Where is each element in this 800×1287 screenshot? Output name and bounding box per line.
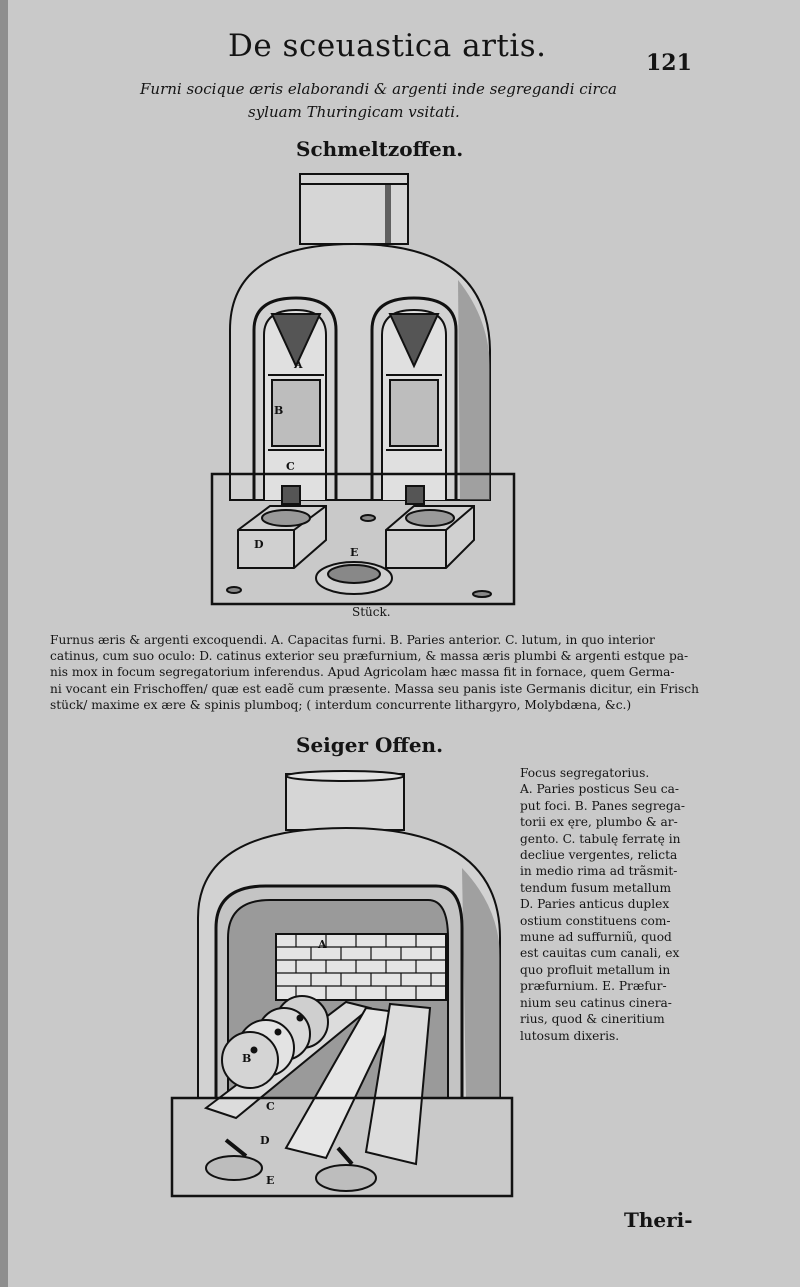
hearth-description-line: quo profluit metallum in: [520, 962, 671, 977]
furnace-description: [50, 632, 699, 713]
figure-1-label-b: B: [274, 404, 284, 417]
figure-2-label-a: A: [318, 938, 327, 951]
liquation-hearth-woodcut: [166, 768, 516, 1200]
hearth-description-line: put foci. B. Panes segrega-: [520, 798, 686, 813]
hearth-description-line: est cauitas cum canali, ex: [520, 946, 680, 961]
hearth-description-line: nium seu catinus cinera-: [520, 995, 672, 1010]
figure-1-caption: Stück.: [352, 605, 391, 619]
figure-2-label-d: D: [260, 1134, 270, 1147]
subtitle-line-2: syluam Thuringicam vsitati.: [248, 103, 460, 121]
figure-2-label-c: C: [266, 1100, 275, 1113]
figure-1-label-d: D: [254, 538, 264, 551]
figure-2-title: Seiger Offen.: [296, 733, 444, 757]
hearth-description: [520, 765, 690, 1044]
hearth-description-line: torii ex ęre, plumbo & ar-: [520, 815, 678, 830]
hearth-description-line: lutosum dixeris.: [520, 1028, 620, 1043]
furnace-description-line: catinus, cum suo oculo: D. catinus exterior seu præfurnium, & massa æris plumbi & argenti estque pa-: [50, 649, 689, 664]
figure-2-label-e: E: [266, 1174, 275, 1187]
smelting-furnace-woodcut: [208, 170, 518, 610]
hearth-description-line: gento. C. tabulę ferratę in: [520, 831, 681, 846]
furnace-description-line: nis mox in focum segregatorium inferendus. Apud Agricolam hæc massa fit in fornace, quem Germa-: [50, 665, 675, 680]
running-head: De sceuastica artis.: [228, 28, 547, 64]
figure-2-label-b: B: [242, 1052, 252, 1065]
hearth-description-line: Focus segregatorius.: [520, 766, 650, 780]
figure-1-label-c: C: [286, 460, 295, 473]
hearth-description-line: in medio rima ad trãsmit-: [520, 864, 678, 879]
hearth-description-line: decliue vergentes, relicta: [520, 848, 678, 863]
hearth-description-line: præfurnium. E. Præfur-: [520, 979, 667, 994]
catchword: Theri-: [624, 1208, 693, 1232]
figure-1-title: Schmeltzoffen.: [296, 137, 464, 161]
furnace-description-line: Furnus æris & argenti excoquendi. A. Capacitas furni. B. Paries anterior. C. lutum, in quo interior: [50, 633, 655, 647]
page-number: 121: [646, 50, 692, 76]
hearth-description-line: A. Paries posticus Seu ca-: [520, 782, 680, 797]
figure-1-label-a: A: [294, 358, 303, 371]
furnace-description-line: stück/ maxime ex ære & spinis plumboq; ( interdum concurrente lithargyro, Molybdæna, &c.): [50, 697, 632, 712]
hearth-description-line: tendum fusum metallum: [520, 880, 672, 895]
furnace-description-line: ni vocant ein Frischoffen/ quæ est eadẽ cum præsente. Massa seu panis iste Germanis dicitur, ein Frisch: [50, 681, 699, 696]
hearth-description-line: D. Paries anticus duplex: [520, 897, 670, 912]
hearth-description-line: mune ad suffurniũ, quod: [520, 930, 672, 945]
hearth-description-line: ostium constituens com-: [520, 913, 671, 928]
hearth-description-line: rius, quod & cineritium: [520, 1012, 665, 1027]
figure-1-label-e: E: [350, 546, 359, 559]
subtitle-line-1: Furni socique æris elaborandi & argenti inde segregandi circa: [140, 80, 618, 98]
